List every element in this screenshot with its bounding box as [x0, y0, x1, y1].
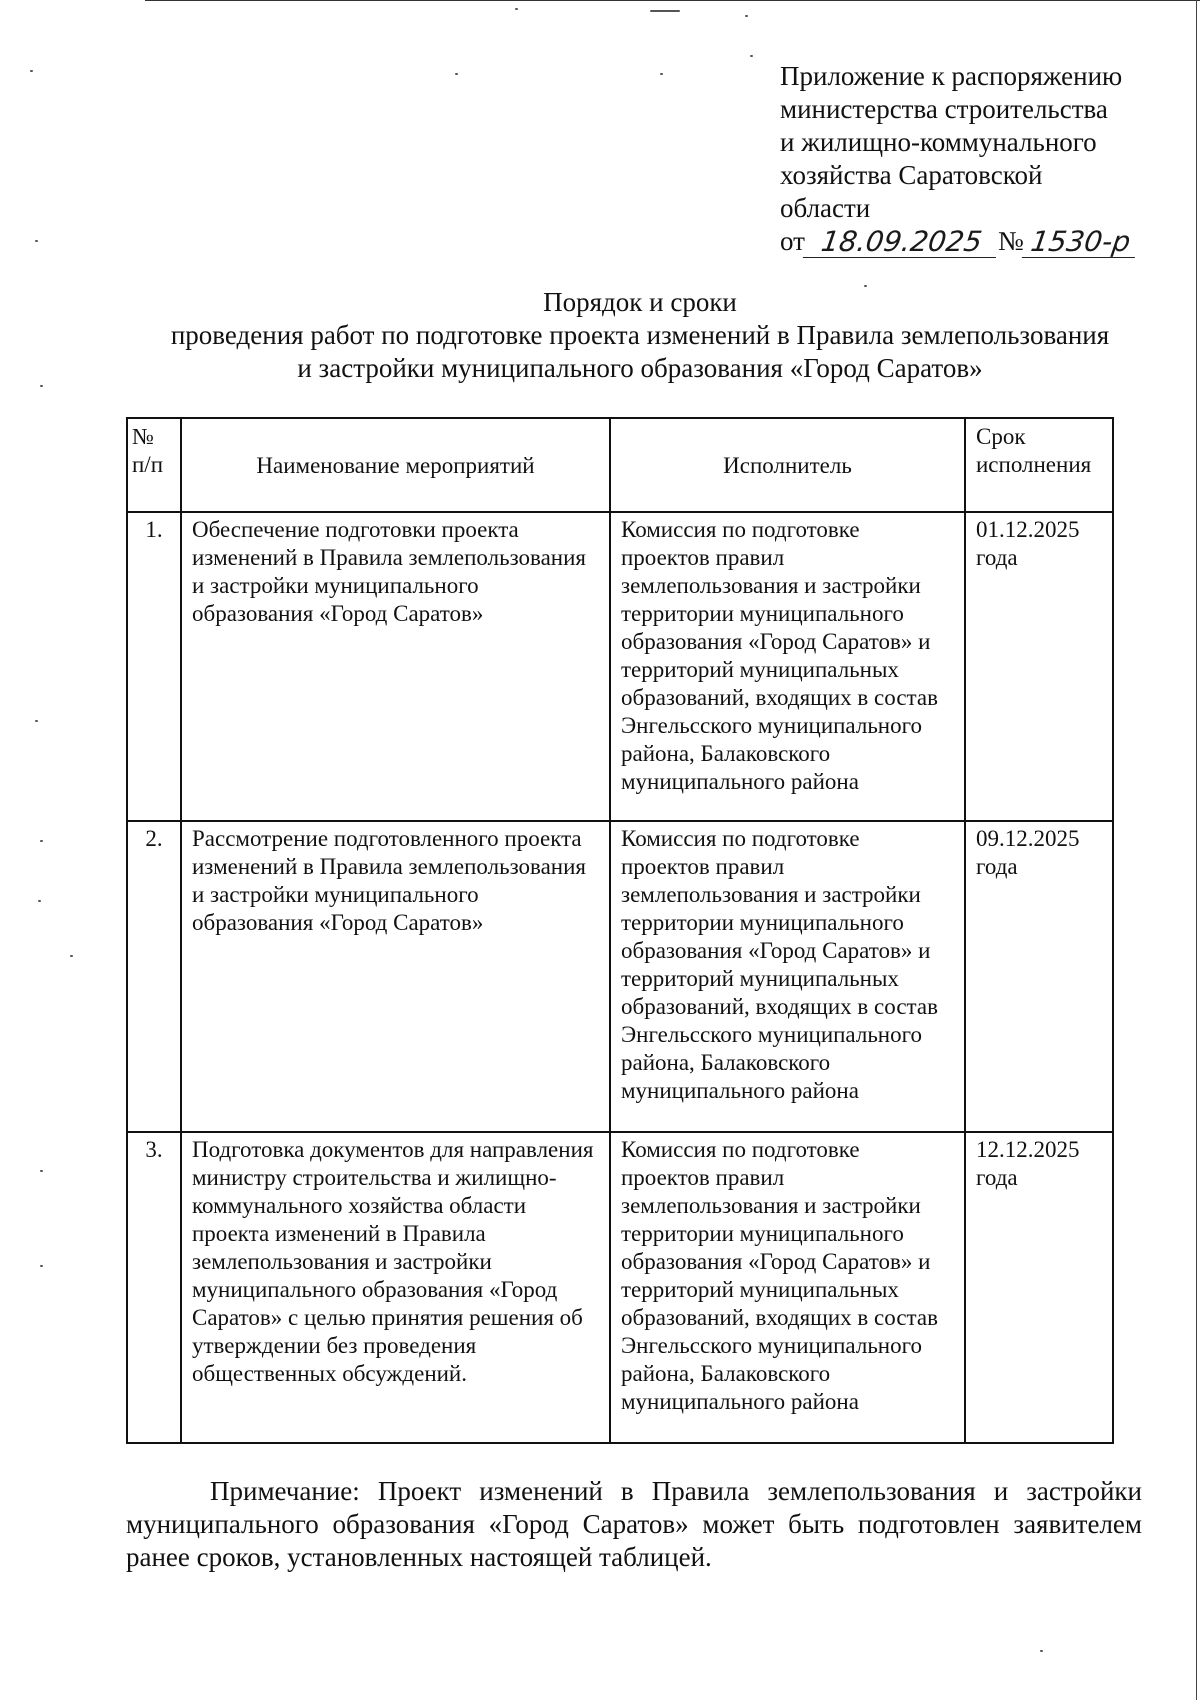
handwritten-number: 1530-р [1022, 227, 1139, 258]
row-name: Рассмотрение подготовленного проекта изменений в Правила землепользования и застройки муниципального образования «Город Саратов» [181, 821, 610, 1132]
title-line-1: Порядок и сроки [543, 287, 737, 317]
table-row [127, 1132, 1113, 1443]
appendix-line: хозяйства Саратовской [780, 160, 1043, 190]
table-header-row [127, 418, 1113, 512]
row-num: 3. [127, 1132, 181, 1443]
header-executor: Исполнитель [610, 418, 965, 512]
title-line-2: проведения работ по подготовке проекта изменений в Правила землепользования [170, 320, 1110, 350]
date-prefix: от [780, 226, 805, 256]
title-line-3: и застройки муниципального образования «Город Саратов» [297, 353, 983, 383]
row-term: 01.12.2025 года [965, 512, 1113, 821]
row-term: 12.12.2025 года [965, 1132, 1113, 1443]
row-executor: Комиссия по подготовке проектов правил землепользования и застройки территории муниципального образования «Город Саратов» и территорий муниципальных образований, входящих в состав Энгельсского муниципального района, Балаковского муниципального района [610, 1132, 965, 1443]
appendix-header [780, 60, 1180, 258]
schedule-table [126, 417, 1114, 1444]
appendix-line: Приложение к распоряжению [780, 61, 1123, 91]
row-executor: Комиссия по подготовке проектов правил землепользования и застройки территории муниципального образования «Город Саратов» и территорий муниципальных образований, входящих в состав Энгельсского муниципального района, Балаковского муниципального района [610, 512, 965, 821]
appendix-line: министерства строительства [780, 94, 1108, 124]
row-name: Обеспечение подготовки проекта изменений в Правила землепользования и застройки муниципального образования «Город Саратов» [181, 512, 610, 821]
row-name: Подготовка документов для направления министру строительства и жилищно-коммунального хозяйства области проекта изменений в Правила землепользования и застройки муниципального образования «Город Саратов» с целью принятия решения об утверждении без проведения общественных обсуждений. [181, 1132, 610, 1443]
footnote: Примечание: Проект изменений в Правила землепользования и застройки муниципального образования «Город Саратов» может быть подготовлен заявителем ранее сроков, установленных настоящей таблицей. [126, 1476, 1142, 1572]
header-name: Наименование мероприятий [181, 418, 610, 512]
table-row [127, 512, 1113, 821]
table-row [127, 821, 1113, 1132]
appendix-line: и жилищно-коммунального [780, 127, 1097, 157]
page-edge-top [145, 0, 1200, 1]
handwritten-date: 18.09.2025 [803, 227, 1000, 258]
header-term: Срок исполнения [965, 418, 1113, 512]
page-edge-right [1196, 0, 1197, 1700]
appendix-line: области [780, 193, 871, 223]
number-prefix: № [997, 226, 1024, 256]
header-num: № п/п [127, 418, 181, 512]
row-term: 09.12.2025 года [965, 821, 1113, 1132]
row-num: 1. [127, 512, 181, 821]
row-executor: Комиссия по подготовке проектов правил землепользования и застройки территории муниципального образования «Город Саратов» и территорий муниципальных образований, входящих в состав Энгельсского муниципального района, Балаковского муниципального района [610, 821, 965, 1132]
document-title [100, 286, 1180, 385]
order-date-number [780, 225, 1180, 258]
row-num: 2. [127, 821, 181, 1132]
